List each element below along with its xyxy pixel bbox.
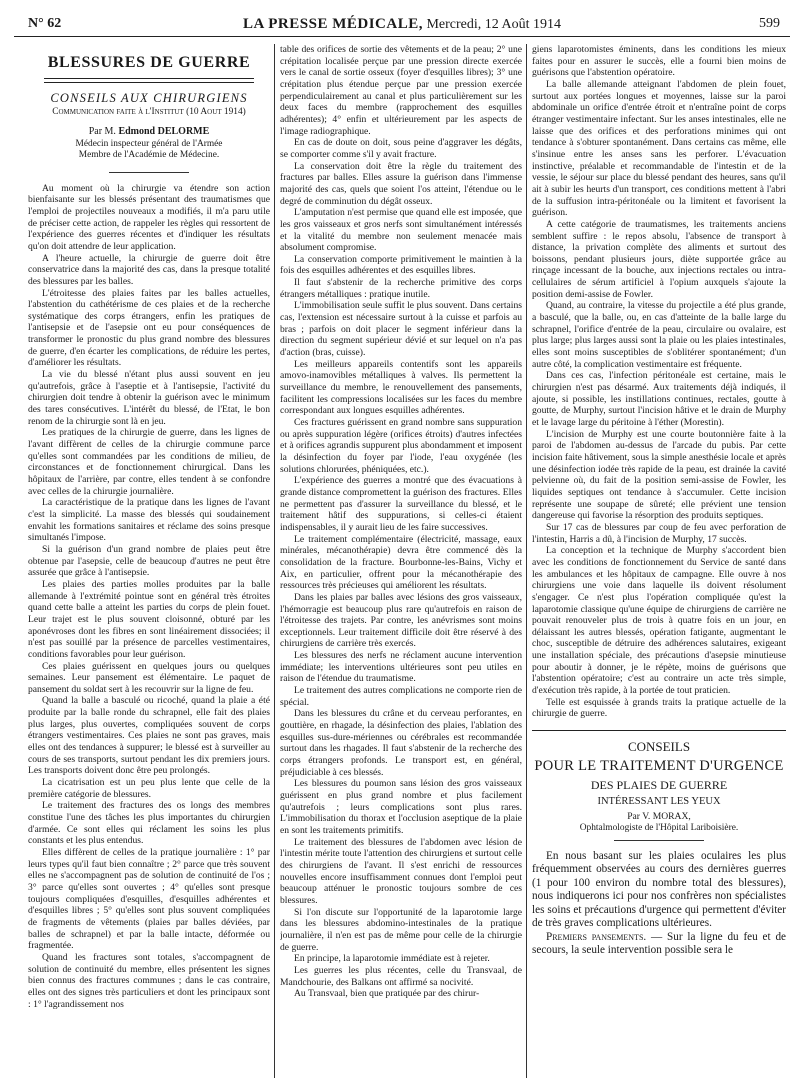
paragraph: Sur 17 cas de blessures par coup de feu avec perforation de l'intestin, Harris a dû, à l'incision de Murphy, 17 succès. [532, 521, 786, 545]
paragraph: La balle allemande atteignant l'abdomen de plein fouet, surtout aux portées longues et moyennes, laisse sur la paroi abdominale un orifice d'entrée étroit et n'entraîne point de corps étranger vestimentaire infectant. Sur les anses intestinales, elle ne laisse que des orifices et des perforations minimes qui ont tendance à s'obturer spontanément. Dans certains cas même, elle s'insinue entre les anses sans les perforer. L'évacuation instinctive, préalable et recommandable de l'intestin et de la vessie, le séjour sur place du blessé pendant des heures, sans qu'il ait à subir les heurts d'un transport, ces conditions mettent à l'abri de la suffusion intra-péritonéale ou la limitent et favorisent la guérison. [532, 78, 786, 219]
article-body [280, 44, 522, 1000]
paragraph: L'immobilisation seule suffit le plus souvent. Dans certains cas, l'extension est nécessaire surtout à la cuisse et parfois au bras ; parfois on doit placer le segment inférieur dans la direction du segment supérieur dévié et sur lequel on n'a pas d'action (bras, cuisse). [280, 300, 522, 359]
paragraph: A cette catégorie de traumatismes, les traitements anciens semblent suffire : le repos absolu, l'absence de transport à distance, la privation complète des aliments et surtout des boissons, pendant plusieurs jours, diète supportée grâce au rinçage incessant de la bouche, aux injections rectales ou intra-cellulaires de sérum artificiel à l'opium auxquels s'ajoute la position demi-assise de Fowler. [532, 218, 786, 300]
paragraph: Les plaies des parties molles produites par la balle allemande à l'extrémité pointue sont en général très étroites quand cette balle a atteint les parties du corps de plein fouet. Leur trajet est le plus souvent cloisonné, obturé par les aponévroses dont les fibres en sont linéairement dissociées; il n'est pas souillé par la présence de parcelles vestimentaires, conditions favorables pour leur guérison. [28, 578, 270, 660]
paragraph: Les pratiques de la chirurgie de guerre, dans les lignes de l'avant diffèrent de celles de la chirurgie commune parce qu'elles sont commandées par les conditions de milieu, de circonstances et de fonctionnement chirurgical. Dans les hôpitaux de l'arrière, par contre, elles tendent à se confondre avec celles de la chirurgie journalière. [28, 427, 270, 497]
paragraph: table des orifices de sortie des vêtements et de la peau; 2° une crépitation localisée perçue par une pression directe exercée vers le canal de sortie osseux (foyer d'esquilles libres); 3° une crépitation plus étendue perçue par une pression exercée perpendiculairement au canal et plus particulièrement sur les deux faces du membre (rapprochement des esquilles adhérentes); 4° enfin et ultérieurement par les aspects de l'image radiographique. [280, 44, 522, 137]
paragraph: L'expérience des guerres a montré que des évacuations à grande distance compromettent la guérison des fractures. Elles ne permettent pas d'assurer la surveillance du blessé, et le traitement hâtif des suppurations, si celles-ci étaient indispensables, il y aurait lieu de les faire successives. [280, 475, 522, 533]
paragraph: Elles diffèrent de celles de la pratique journalière : 1° par leurs types qu'il faut bien connaître ; 2° parce que très souvent elles ne s'accompagnent pas de solution de continuité de l'os ; 3° parce qu'elles sont ouvertes ; 4° qu'elles sont presque toujours compliquées d'esquilles, d'esquilles adhérentes et d'esquilles libres ; 5° qu'elles sont plus souvent compliquées de fragments de vêtements (plaies par balles déviées, par balles de schrapnel) et par la balle intacte, déformée ou fragmentée. [28, 847, 270, 952]
article2-kicker: CONSEILS [627, 739, 691, 755]
journal-title-line [14, 16, 790, 33]
paragraph: Il faut s'abstenir de la recherche primitive des corps étrangers métalliques : pratique inutile. [280, 277, 522, 300]
paragraph: Ces fractures guérissent en grand nombre sans suppuration ou après suppuration légère (orifices étroits) d'autres infectées et à orifices agrandis suppurent plus abondamment et imposent la désinfection du foyer par l'iode, l'eau oxygénée (les solutions chlorurées, phéniquées, etc.). [280, 417, 522, 475]
paragraph: giens laparotomistes éminents, dans les conditions les mieux faites pour en assurer le succès, elle a fourni bien moins de guérisons que l'abstention opératoire. [532, 44, 786, 79]
paragraph: Telle est esquissée à grands traits la pratique actuelle de la chirurgie de guerre. [532, 696, 786, 720]
issue-number: N° 62 [28, 16, 62, 31]
article2-affiliation: Ophtalmologiste de l'Hôpital Lariboisière. [579, 823, 739, 834]
paragraph: Au Transvaal, bien que pratiquée par des chirur- [294, 988, 480, 1000]
paragraph: Dans les blessures du crâne et du cerveau perforantes, en gouttière, en rhagade, la désinfection des plaies, l'ablation des esquilles sus-dure-mériennes ou cérébrales est recommandée surtout dans les rhagades. Il faut s'abstenir de la recherche des corps étrangers profonds. Le transport est, en général, préjudiciable à ces blessés. [280, 708, 522, 778]
author-name: Edmond DELORME [118, 126, 210, 137]
article2-subtitle: DES PLAIES DE GUERRE [590, 778, 728, 793]
author-prefix: Par M. [88, 126, 116, 137]
section-text: — Sur la ligne du feu et de secours, la seule intervention possible sera le [532, 930, 786, 956]
paragraph: La caractéristique de la pratique dans les lignes de l'avant c'est la simplicité. La masse des blessés qui soudainement envahit les formations sanitaires et réclame des soins presque simultanés l'impose. [28, 497, 270, 544]
communication-note: Communication faite à l'Institut (10 Aout 1914) [52, 107, 246, 117]
paragraph: A l'heure actuelle, la chirurgie de guerre doit être conservatrice dans la majorité des cas, dans la presque totalité des blessures par les balles. [28, 252, 270, 287]
column-rule [274, 44, 275, 1078]
paragraph: Ces plaies guérissent en quelques jours ou quelques semaines. Leur pansement est élémentaire. Le paquet de pansement du soldat sert à les recouvrir sur la ligne de feu. [28, 660, 270, 695]
column-1 [28, 44, 270, 1080]
paragraph: L'amputation n'est permise que quand elle est imposée, que les gros vaisseaux et gros nerfs sont simultanément intéressés et la vitalité du membre non seulement menacée mais absolument compromise. [280, 207, 522, 254]
article2-author: Par V. MORAX, [627, 811, 691, 823]
issue-date: Mercredi, 12 Août 1914 [426, 17, 561, 32]
article2-title: POUR LE TRAITEMENT D'URGENCE [534, 758, 784, 775]
paragraph: Les meilleurs appareils contentifs sont les appareils amovo-inamovibles métalliques à valves. Ils permettent la surveillance du membre, le renouvellement des pansements, facilitent les compressions localisées sur les faces du membre correspondant aux longues esquilles adhérentes. [280, 358, 522, 417]
section-label: Premiers pansements. [546, 930, 647, 943]
paragraph: Si la guérison d'un grand nombre de plaies peut être obtenue par l'asepsie, celle de beaucoup d'autres ne peut être assurée que grâce à l'antisepsie. [28, 543, 270, 579]
paragraph: L'incision de Murphy est une courte boutonnière faite à la paroi de l'abdomen au-dessus de l'arcade du pubis. Par cette incision faite hâtivement, sous la simple anesthésie locale et après une désinfection iodée très rapide de la peau, est drainée la cavité pelvienne où, du fait de la position semi-assise de Fowler, les liquides septiques ont tendance à s'accumuler. Cette incision représente une soupape de sûreté; elle prévient une tension dangereuse qui favorise la résorption des produits septiques. [532, 428, 786, 522]
section-divider [614, 840, 704, 841]
paragraph: La conservation comporte primitivement le maintien à la fois des esquilles adhérentes et des esquilles libres. [280, 253, 522, 277]
article-body [28, 183, 270, 1011]
article2-body [532, 850, 786, 930]
paragraph: La vie du blessé n'étant plus aussi souvent en jeu qu'autrefois, grâce à l'aseptie et à l'antisepsie, l'activité du chirurgien doit tendre à obtenir la guérison avec le minimum des tares consécutives. L'intérêt du blessé, de l'Etat, le bon renom de la chirurgie sont là en jeu. [28, 369, 270, 427]
journal-name: LA PRESSE MÉDICALE, [243, 16, 423, 32]
paragraph: Quand la balle a basculé ou ricoché, quand la plaie a été produite par la balle ronde du schrapnel, elle fait des plaies plus larges, plus ouvertes, compliquées souvent de corps étrangers vestimentaires. Ces plaies ne sont pas graves, mais elles ont des tendances à suppurer; le blessé est à surveiller au cours de ses transports, surtout pendant les dix premiers jours. Les transports doivent donc être peu prolongés. [28, 695, 270, 777]
paragraph: Le traitement des fractures des os longs des membres constitue l'une des tâches les plus importantes du chirurgien d'armée. Ce sont elles qui réclament les soins les plus constants et les plus entendus. [28, 800, 270, 847]
paragraph: Si l'on discute sur l'opportunité de la laparotomie large dans les blessures abdomino-intestinales de la pratique journalière, il n'en est pas de même pour celle de la chirurgie de guerre. [280, 906, 522, 953]
paragraph: Les blessures des nerfs ne réclament aucune intervention immédiate; les interventions ultérieures sont peu utiles en raison de l'étendue du traumatisme. [280, 650, 522, 685]
section-divider [109, 172, 189, 173]
column-3 [532, 44, 786, 1080]
author-line [28, 126, 270, 137]
paragraph: Dans ces cas, l'infection péritonéale est certaine, mais le chirurgien n'est pas désarmé. Aux traitements déjà indiqués, il ajoute, si possible, les instillations continues, rectales, goutte à goutte, de Murphy, surtout l'incision hâtive et le drain de Murphy et le lavage large du péritoine à l'éther (Morestin). [532, 370, 786, 428]
paragraph: Le traitement complémentaire (électricité, massage, eaux minérales, mécanothérapie) devra être commencé dès la consolidation de la fracture. Bourbonne-les-Bains, Vichy et Aix, en particulier, offrent pour la mécanothérapie des ressources très précieuses qui améliorent les résultats. [280, 533, 522, 592]
paragraph: En cas de doute on doit, sous peine d'aggraver les dégâts, se comporter comme s'il y avait fracture. [280, 137, 522, 160]
paragraph: Dans les plaies par balles avec lésions des gros vaisseaux, l'hémorragie est beaucoup plus rare qu'autrefois en raison de l'étroitesse des trajets. Par contre, les anévrismes sont moins exceptionnels. Leur traitement difficile doit être réservé à des chirurgiens de carrière très exercés. [280, 591, 522, 650]
section-paragraph [532, 931, 786, 958]
page-number: 599 [759, 16, 780, 31]
paragraph: Les guerres les plus récentes, celle du Transvaal, de Mandchourie, des Balkans ont affirmé sa nocivité. [280, 964, 522, 988]
paragraph: En principe, la laparotomie immédiate est à rejeter. [294, 953, 490, 965]
author-affiliation: Membre de l'Académie de Médecine. [78, 150, 220, 161]
page-header [14, 14, 790, 37]
paragraph: Le traitement des autres complications ne comporte rien de spécial. [280, 685, 522, 708]
article-title: BLESSURES DE GUERRE [47, 54, 251, 71]
paragraph: Au moment où la chirurgie va étendre son action bienfaisante sur les blessés présentant des traumatismes que l'emploi de projectiles nouveaux a modifiés, il m'a paru utile de préciser cette action, de rappeler les règles qui ressortent de l'expérience des guerres récentes et d'indiquer les résultats qu'on doit attendre de leur application. [28, 182, 270, 252]
paragraph: La conservation doit être la règle du traitement des fractures par balles. Elles assure la guérison dans l'immense majorité des cas, quels que soient l'os atteint, l'étendue ou le degré de comminution du dégât osseux. [280, 160, 522, 207]
column-rule [526, 44, 527, 1078]
paragraph: Les blessures du poumon sans lésion des gros vaisseaux guérissent en plus grand nombre et plus facilement qu'autrefois ; leurs complications sont plus rares. L'immobilisation du thorax et l'occlusion aseptique de la plaie en sont les traitements primitifs. [280, 778, 522, 836]
paragraph: Le traitement des blessures de l'abdomen avec lésion de l'intestin mérite toute l'attention des chirurgiens et surtout celle des chirurgiens de l'avant. Il s'est enrichi de ressources nouvelles encore insuffisamment connues dont l'emploi peut beaucoup atténuer le pronostic toujours sombre de ces blessures. [280, 836, 522, 906]
paragraph: La cicatrisation est un peu plus lente que celle de la première catégorie de blessures. [28, 777, 270, 800]
paragraph: En nous basant sur les plaies oculaires les plus fréquemment observées au cours des dernières guerres (1 pour 100 environ du nombre total des blessures), nous indiquerons ici pour nos confrères non spécialistes les soins et précautions d'urgence qui permettent d'éviter de très graves complications ultérieures. [532, 850, 786, 930]
paragraph: L'étroitesse des plaies faites par les balles actuelles, l'abstention du cathétérisme de ces plaies et de la recherche systématique des corps étrangers, enfin les pratiques de l'antisepsie et de l'asepsie ont eu pour conséquences de transformer le pronostic du plus grand nombre des blessures de guerre, d'en écarter les complications, de réduire les pertes, d'améliorer les résultats. [28, 287, 270, 369]
article2-subtitle-2: INTÉRESSANT LES YEUX [597, 796, 721, 808]
title-double-rule [44, 78, 254, 83]
column-2 [280, 44, 522, 1080]
article-subtitle: CONSEILS AUX CHIRURGIENS [50, 91, 248, 105]
article-body [532, 44, 786, 720]
paragraph: Quand les fractures sont totales, s'accompagnent de solution de continuité du membre, elles présentent les signes bien connus des fractures communes ; dans le cas contraire, elles ont des signes très particuliers et dont les principaux sont : 1° l'agrandissement nos [28, 951, 270, 1010]
article-separator [532, 730, 786, 731]
paragraph: Quand, au contraire, la vitesse du projectile a été plus grande, a basculé, que la balle, ou, en cas d'atteinte de la balle large du schrapnel, l'orifice d'entrée de la peau, circulaire ou ovalaire, est plus large; plus larges aussi sont la plaie ou les plaies intestinales, elles sont moins susceptibles de s'oblitérer spontanément; d'un autre côté, la complication vestimentaire est fréquente. [532, 300, 786, 370]
author-affiliation: Médecin inspecteur général de l'Armée [75, 139, 223, 149]
paragraph: La conception et la technique de Murphy s'accordent bien avec les conditions de fonctionnement du Service de santé dans les ambulances et les hôpitaux de campagne. Elle ouvre à nos chirurgiens une voie dans laquelle ils doivent résolument s'engager. Ce n'est plus l'opération compliquée qu'est la laparotomie classique qu'une équipe de chirurgiens de carrière ne pouvait renouveler plus de trois à quatre fois en un jour, en délaissant les autres blessés, opération fatigante, augmentant le choc, susceptible de détruire des adhérences salutaires, exigeant une installation spéciale, des précautions d'asepsie minutieuse pour aboutir à donner, je le répète, moins de guérisons que l'abstention opératoire; c'est au contraire un acte très simple, d'exécution très rapide, à la portée de tout praticien. [532, 545, 786, 697]
